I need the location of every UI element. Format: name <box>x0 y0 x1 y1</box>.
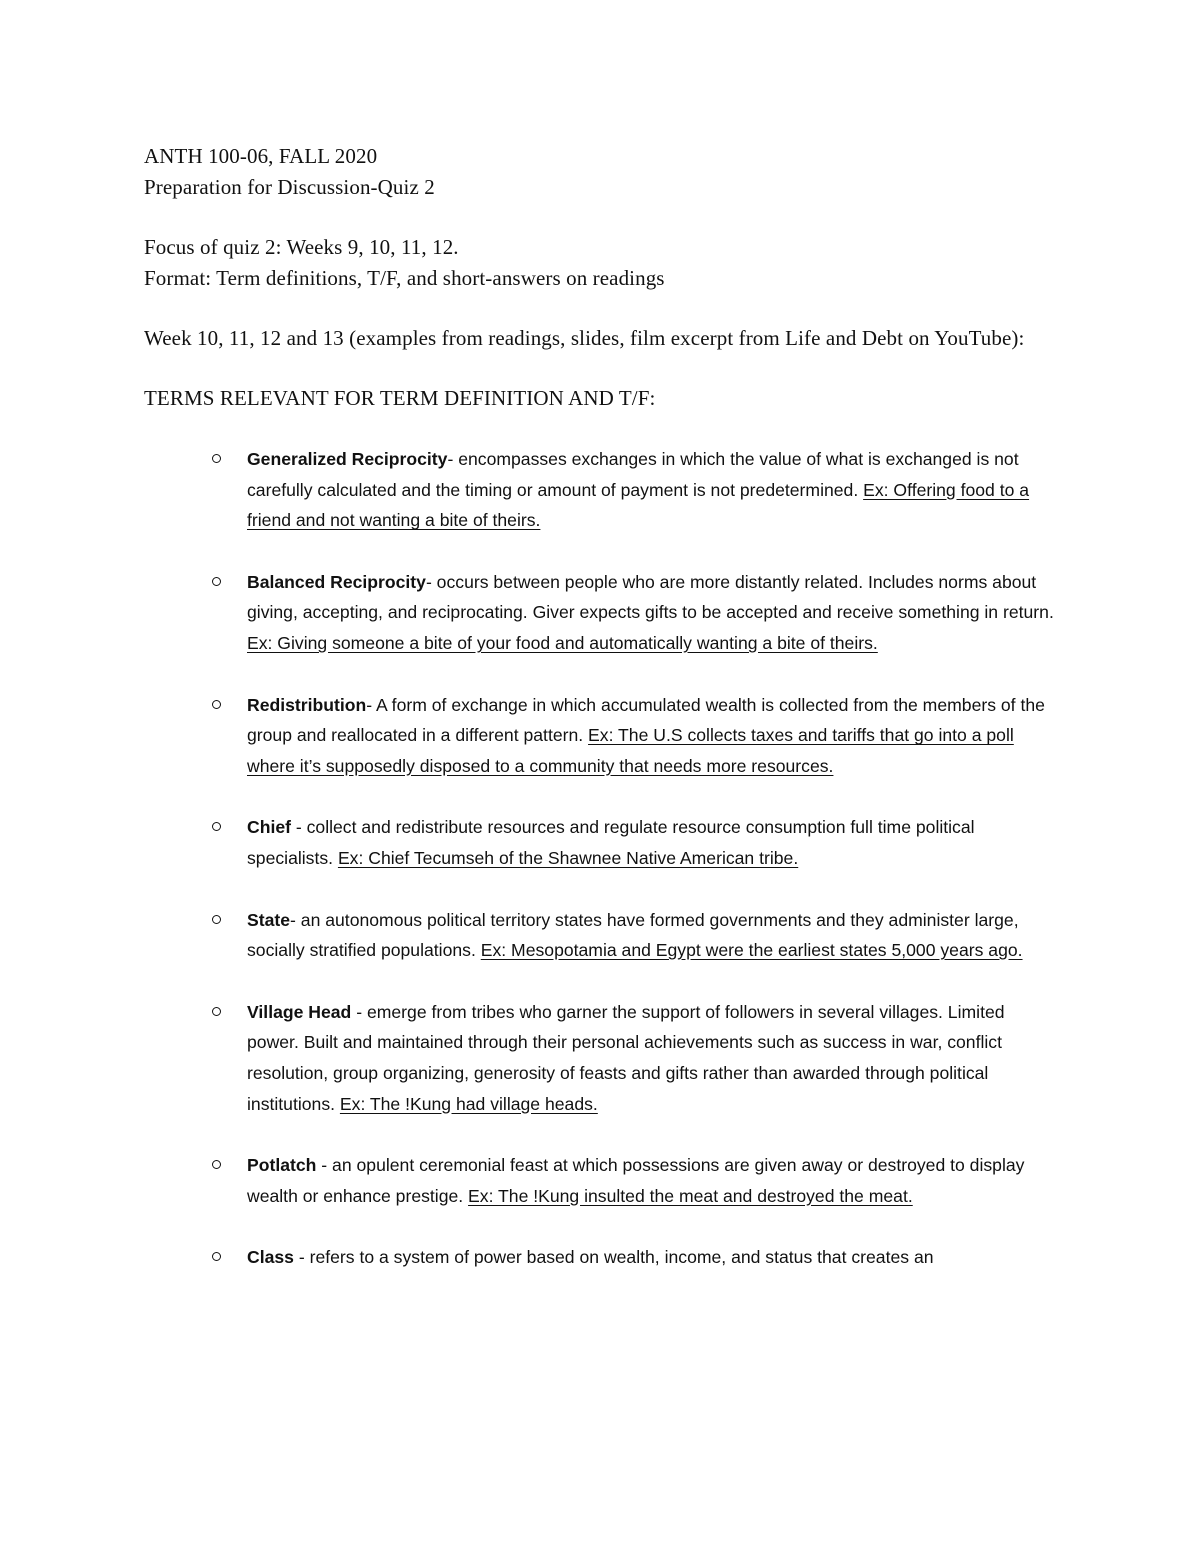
list-item <box>0 812 1059 873</box>
term-definition: - occurs between people who are more distantly related. Includes norms about giving, accepting, and reciprocating. Giver expects gifts to be accepted and receive something in return. <box>247 571 1054 623</box>
terms-heading: TERMS RELEVANT FOR TERM DEFINITION AND T/F: <box>144 386 656 410</box>
term-name: Generalized Reciprocity <box>247 449 448 469</box>
list-item <box>0 1150 1059 1211</box>
term-name: Potlatch <box>247 1155 317 1176</box>
term-name: Village Head <box>247 1001 352 1022</box>
term-definition: - emerge from tribes who garner the support of followers in several villages. Limited power. Built and maintained through their personal achievements such as success in war, conflict resolution, group organizing, generosity of feasts and gifts rather than awarded through political institutions. <box>247 1001 1005 1114</box>
list-item <box>0 444 1059 536</box>
term-name: Chief <box>247 817 291 838</box>
term-name: Class <box>247 1247 294 1268</box>
course-title: ANTH 100-06, FALL 2020 <box>144 144 378 168</box>
term-example: Ex: The U.S collects taxes and tariffs that go into a poll where it’s supposedly disposed to a community that needs more resources. <box>247 725 1014 776</box>
term-name: Redistribution <box>247 694 367 715</box>
hollow-bullet-icon <box>212 822 221 831</box>
term-definition: - an opulent ceremonial feast at which possessions are given away or destroyed to display wealth or enhance prestige. <box>247 1155 1025 1206</box>
hollow-bullet-icon <box>212 1252 221 1261</box>
hollow-bullet-icon <box>212 1160 221 1169</box>
hollow-bullet-icon <box>212 454 221 463</box>
term-definition: - A form of exchange in which accumulated wealth is collected from the members of the group and reallocated in a different pattern. <box>247 694 1045 746</box>
hollow-bullet-icon <box>212 700 221 709</box>
term-name: Balanced Reciprocity <box>247 571 426 592</box>
term-name: State <box>247 909 291 930</box>
term-example: Ex: Mesopotamia and Egypt were the earliest states 5,000 years ago. <box>480 940 1023 961</box>
term-example: Ex: Giving someone a bite of your food and automatically wanting a bite of theirs. <box>247 632 878 653</box>
list-item <box>0 567 1059 659</box>
hollow-bullet-icon <box>212 915 221 924</box>
term-example: Ex: The !Kung had village heads. <box>339 1093 598 1114</box>
terms-list <box>0 444 1200 1304</box>
hollow-bullet-icon <box>212 577 221 586</box>
document-header <box>144 141 1064 414</box>
term-example: Ex: Chief Tecumseh of the Shawnee Native American tribe. <box>337 847 799 868</box>
list-item <box>0 1242 1059 1273</box>
term-definition: - collect and redistribute resources and regulate resource consumption full time political specialists. <box>247 817 975 868</box>
term-definition: - an autonomous political territory states have formed governments and they administer large, socially stratified populations. <box>247 909 1019 961</box>
term-example: Ex: Offering food to a friend and not wanting a bite of theirs. <box>247 479 1030 531</box>
term-example: Ex: The !Kung insulted the meat and destroyed the meat. <box>468 1185 913 1206</box>
list-item <box>0 905 1059 966</box>
quiz-focus: Focus of quiz 2: Weeks 9, 10, 11, 12. <box>144 235 459 259</box>
document-subtitle: Preparation for Discussion-Quiz 2 <box>144 175 435 199</box>
weeks-description: Week 10, 11, 12 and 13 (examples from readings, slides, film excerpt from Life and Debt on YouTube): <box>144 326 1025 350</box>
list-item <box>0 997 1059 1119</box>
term-definition: - refers to a system of power based on wealth, income, and status that creates an <box>293 1247 934 1268</box>
list-item <box>0 690 1059 782</box>
term-definition: - encompasses exchanges in which the value of what is exchanged is not carefully calculated and the timing or amount of payment is not predetermined. <box>247 449 1019 500</box>
hollow-bullet-icon <box>212 1007 221 1016</box>
quiz-format: Format: Term definitions, T/F, and short-answers on readings <box>144 266 665 290</box>
